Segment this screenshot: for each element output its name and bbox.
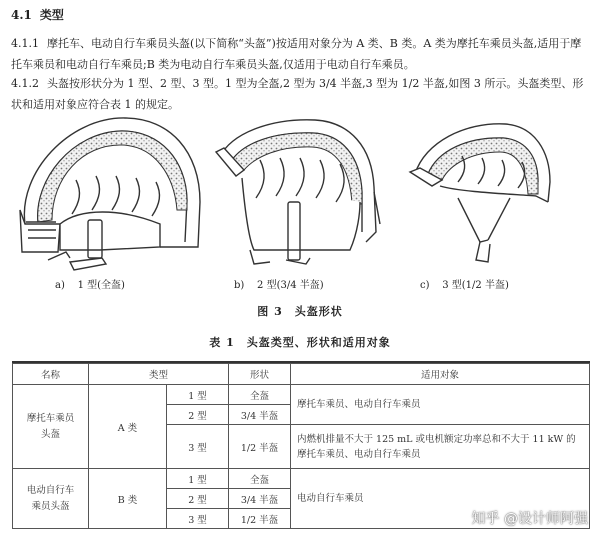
helmet-spec-table xyxy=(12,363,590,529)
helmet-shapes-figure xyxy=(10,112,590,292)
group-a-shape-3: 1/2 半盔 xyxy=(229,425,291,469)
group-b-name xyxy=(13,469,89,529)
clause-4-1-2 xyxy=(11,73,591,115)
table-row xyxy=(13,385,590,405)
panel-label: 2 型(3/4 半盔) xyxy=(257,280,324,291)
clause-number: 4.1.2 xyxy=(11,77,39,90)
helmet-drawings xyxy=(10,112,590,292)
group-a-type-3: 3 型 xyxy=(167,425,229,469)
group-b-name-text: 电动自行车乘员头盔 xyxy=(26,484,75,512)
table-header-row xyxy=(13,364,590,385)
clause-text: 摩托车、电动自行车乘员头盔(以下简称“头盔”)按适用对象分为 A 类、B 类。A 类为摩托车乘员头盔,适用于摩托车乘员和电动自行车乘员;B 类为电动自行车乘员头盔,仅适用于电动自行车乘员。 xyxy=(11,37,582,71)
section-heading xyxy=(11,6,64,23)
group-b-shape-3: 1/2 半盔 xyxy=(229,509,291,529)
figure-panel-a-caption xyxy=(55,276,125,291)
group-a-shape-1: 全盔 xyxy=(229,385,291,405)
panel-label: 1 型(全盔) xyxy=(77,280,125,291)
table-row xyxy=(13,469,590,489)
group-a-target-2: 内燃机排量不大于 125 mL 或电机额定功率总和不大于 11 kW 的摩托车乘员、电动自行车乘员 xyxy=(291,425,590,469)
table-title: 表 1 头盔类型、形状和适用对象 xyxy=(209,336,391,349)
panel-letter: a) xyxy=(55,280,65,291)
group-a-name-text: 摩托车乘员头盔 xyxy=(26,412,75,440)
figure-title: 图 3 头盔形状 xyxy=(257,305,343,318)
group-b-target: 电动自行车乘员 xyxy=(291,469,590,529)
group-b-shape-2: 3/4 半盔 xyxy=(229,489,291,509)
header-name: 名称 xyxy=(13,364,89,385)
group-b-category: B 类 xyxy=(89,469,167,529)
header-target: 适用对象 xyxy=(291,364,590,385)
header-category: 类型 xyxy=(89,364,229,385)
group-a-type-2: 2 型 xyxy=(167,405,229,425)
clause-4-1-1 xyxy=(11,33,591,75)
header-shape: 形状 xyxy=(229,364,291,385)
group-a-category: A 类 xyxy=(89,385,167,469)
panel-label: 3 型(1/2 半盔) xyxy=(442,280,509,291)
group-a-name xyxy=(13,385,89,469)
section-title: 类型 xyxy=(39,8,64,22)
group-a-target-1: 摩托车乘员、电动自行车乘员 xyxy=(291,385,590,425)
group-b-shape-1: 全盔 xyxy=(229,469,291,489)
group-b-type-2: 2 型 xyxy=(167,489,229,509)
zhihu-watermark: 知乎 @设计师阿强 xyxy=(471,511,588,527)
figure-panel-c-caption xyxy=(420,276,509,291)
group-a-type-1: 1 型 xyxy=(167,385,229,405)
group-a-shape-2: 3/4 半盔 xyxy=(229,405,291,425)
group-b-type-3: 3 型 xyxy=(167,509,229,529)
section-number: 4.1 xyxy=(11,8,32,22)
three-quarter-helmet-drawing xyxy=(216,120,380,264)
panel-letter: c) xyxy=(420,280,430,291)
full-face-helmet-drawing xyxy=(20,118,200,270)
figure-panel-b-caption xyxy=(234,276,324,291)
clause-number: 4.1.1 xyxy=(11,37,39,50)
group-b-type-1: 1 型 xyxy=(167,469,229,489)
clause-text: 头盔按形状分为 1 型、2 型、3 型。1 型为全盔,2 型为 3/4 半盔,3 型为 1/2 半盔,如图 3 所示。头盔类型、形状和适用对象应符合表 1 的规定。 xyxy=(11,77,584,111)
panel-letter: b) xyxy=(234,280,245,291)
half-helmet-drawing xyxy=(410,124,550,262)
